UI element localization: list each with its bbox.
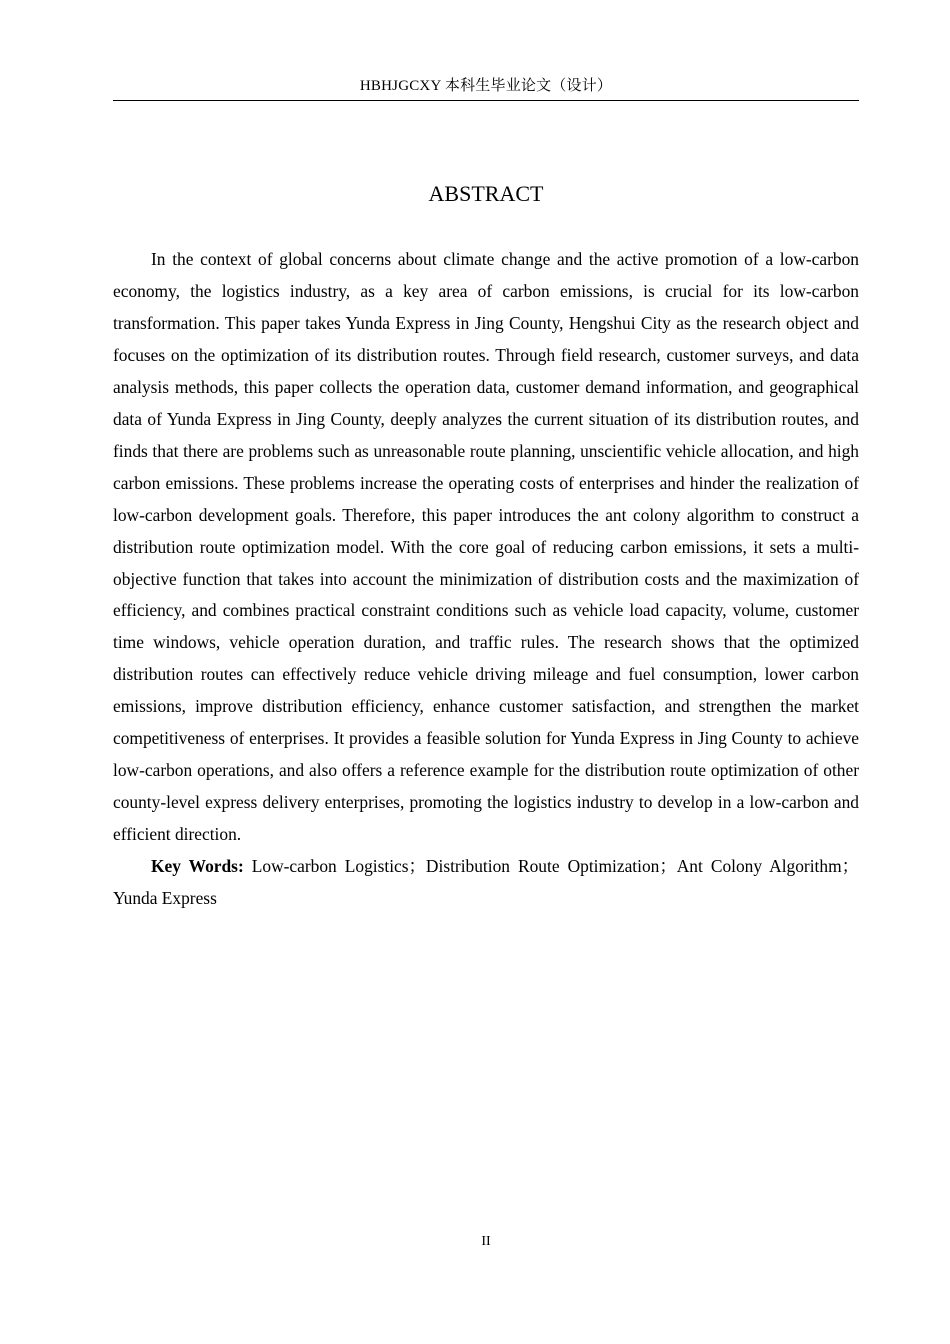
keywords-paragraph bbox=[113, 851, 859, 915]
keywords-text: Low-carbon Logistics；Distribution Route Optimization；Ant Colony Algorithm；Yunda Express bbox=[113, 856, 859, 909]
abstract-paragraph: In the context of global concerns about climate change and the active promotion of a low-carbon economy, the logistics industry, as a key area of carbon emissions, is crucial for its low-carbon transformation. This paper takes Yunda Express in Jing County, Hengshui City as the research object and focuses on the optimization of its distribution routes. Through field research, customer surveys, and data analysis methods, this paper collects the operation data, customer demand information, and geographical data of Yunda Express in Jing County, deeply analyzes the current situation of its distribution routes, and finds that there are problems such as unreasonable route planning, unscientific vehicle allocation, and high carbon emissions. These problems increase the operating costs of enterprises and hinder the realization of low-carbon development goals. Therefore, this paper introduces the ant colony algorithm to construct a distribution route optimization model. With the core goal of reducing carbon emissions, it sets a multi-objective function that takes into account the minimization of distribution costs and the maximization of efficiency, and combines practical constraint conditions such as vehicle load capacity, volume, customer time windows, vehicle operation duration, and traffic rules. The research shows that the optimized distribution routes can effectively reduce vehicle driving mileage and fuel consumption, lower carbon emissions, improve distribution efficiency, enhance customer satisfaction, and strengthen the market competitiveness of enterprises. It provides a feasible solution for Yunda Express in Jing County to achieve low-carbon operations, and also offers a reference example for the distribution route optimization of other county-level express delivery enterprises, promoting the logistics industry to develop in a low-carbon and efficient direction. bbox=[113, 249, 859, 845]
abstract-body bbox=[113, 244, 859, 915]
running-header: HBHJGCXY 本科生毕业论文（设计） bbox=[359, 78, 613, 94]
keywords-label: Key Words: bbox=[151, 856, 244, 877]
page-number: II bbox=[481, 1234, 491, 1249]
header-rule bbox=[113, 100, 859, 101]
abstract-title: ABSTRACT bbox=[428, 181, 544, 206]
